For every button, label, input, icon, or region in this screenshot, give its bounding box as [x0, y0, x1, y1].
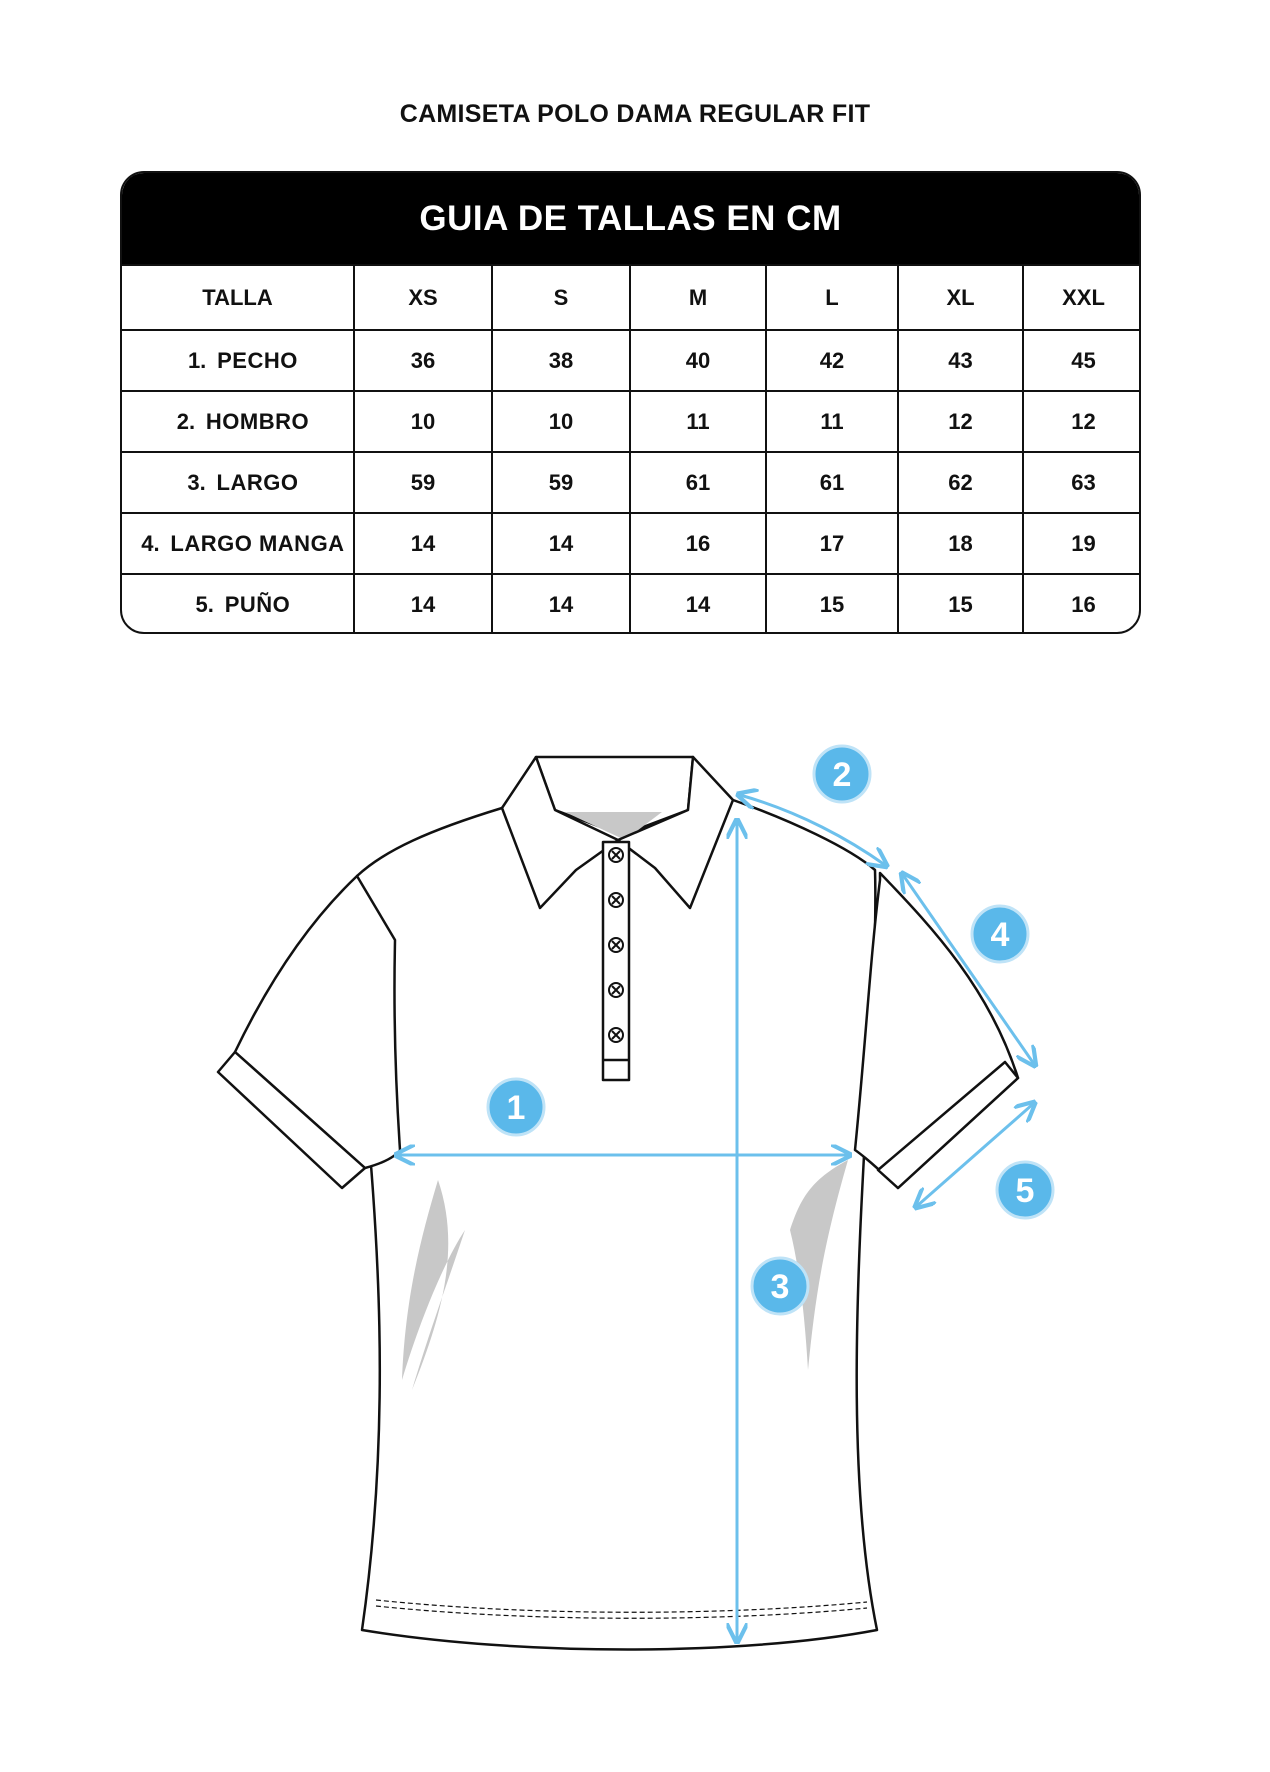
value-cell: 40	[630, 330, 766, 391]
button-icon	[609, 893, 623, 907]
value-cell: 36	[354, 330, 492, 391]
measure-label	[122, 574, 354, 634]
size-table	[122, 264, 1141, 634]
measure-number: 2.	[176, 408, 196, 434]
marker-4-label: 4	[990, 916, 1010, 954]
value-cell: 61	[630, 452, 766, 513]
size-header-l: L	[766, 265, 898, 330]
value-cell: 11	[630, 391, 766, 452]
value-cell: 42	[766, 330, 898, 391]
measure-number: 5.	[195, 591, 214, 617]
marker-5-label: 5	[1015, 1172, 1035, 1210]
value-cell: 11	[766, 391, 898, 452]
marker-4-badge	[972, 906, 1028, 962]
measure-name: PECHO	[217, 347, 298, 373]
measure-label	[122, 391, 354, 452]
value-cell: 19	[1023, 513, 1141, 574]
value-cell: 38	[492, 330, 630, 391]
value-cell: 17	[766, 513, 898, 574]
value-cell: 15	[898, 574, 1023, 634]
value-cell: 10	[354, 391, 492, 452]
size-guide-card	[120, 171, 1141, 634]
size-header-xs: XS	[354, 265, 492, 330]
marker-3-badge	[752, 1258, 808, 1314]
value-cell: 61	[766, 452, 898, 513]
button-icon	[609, 938, 623, 952]
size-header-row	[122, 265, 1141, 330]
size-guide-header: GUIA DE TALLAS EN CM	[122, 173, 1139, 264]
value-cell: 10	[492, 391, 630, 452]
measure-number: 4.	[141, 530, 160, 556]
value-cell: 45	[1023, 330, 1141, 391]
value-cell: 12	[1023, 391, 1141, 452]
button-icon	[609, 848, 623, 862]
table-row	[122, 574, 1141, 634]
value-cell: 15	[766, 574, 898, 634]
value-cell: 14	[354, 574, 492, 634]
value-cell: 59	[354, 452, 492, 513]
polo-shirt-outline	[218, 757, 1018, 1650]
placket	[603, 842, 629, 1080]
marker-5-badge	[997, 1162, 1053, 1218]
value-cell: 18	[898, 513, 1023, 574]
button-icon	[609, 1028, 623, 1042]
table-row	[122, 391, 1141, 452]
measure-label	[122, 330, 354, 391]
talla-header: TALLA	[122, 265, 354, 330]
value-cell: 59	[492, 452, 630, 513]
table-row	[122, 330, 1141, 391]
value-cell: 14	[492, 513, 630, 574]
measure-name: LARGO MANGA	[170, 530, 345, 556]
marker-1-label: 1	[506, 1089, 526, 1127]
size-header-m: M	[630, 265, 766, 330]
measure-label	[122, 513, 354, 574]
value-cell: 62	[898, 452, 1023, 513]
value-cell: 63	[1023, 452, 1141, 513]
measure-name: PUÑO	[224, 591, 291, 617]
value-cell: 16	[630, 513, 766, 574]
measure-name: HOMBRO	[205, 408, 310, 434]
size-header-s: S	[492, 265, 630, 330]
value-cell: 14	[630, 574, 766, 634]
marker-1-badge	[488, 1079, 544, 1135]
marker-2-label: 2	[832, 756, 852, 794]
measure-number: 1.	[187, 347, 207, 373]
page-title: CAMISETA POLO DAMA REGULAR FIT	[399, 100, 871, 128]
table-row	[122, 452, 1141, 513]
size-header-xl: XL	[898, 265, 1023, 330]
polo-measurement-diagram	[0, 700, 1270, 1772]
value-cell: 43	[898, 330, 1023, 391]
value-cell: 12	[898, 391, 1023, 452]
value-cell: 14	[492, 574, 630, 634]
marker-2-badge	[814, 746, 870, 802]
measure-name: LARGO	[216, 469, 299, 495]
measure-label	[122, 452, 354, 513]
size-header-xxl: XXL	[1023, 265, 1141, 330]
marker-3-label: 3	[770, 1268, 790, 1306]
value-cell: 14	[354, 513, 492, 574]
measure-number: 3.	[187, 469, 206, 495]
button-icon	[609, 983, 623, 997]
table-row	[122, 513, 1141, 574]
value-cell: 16	[1023, 574, 1141, 634]
